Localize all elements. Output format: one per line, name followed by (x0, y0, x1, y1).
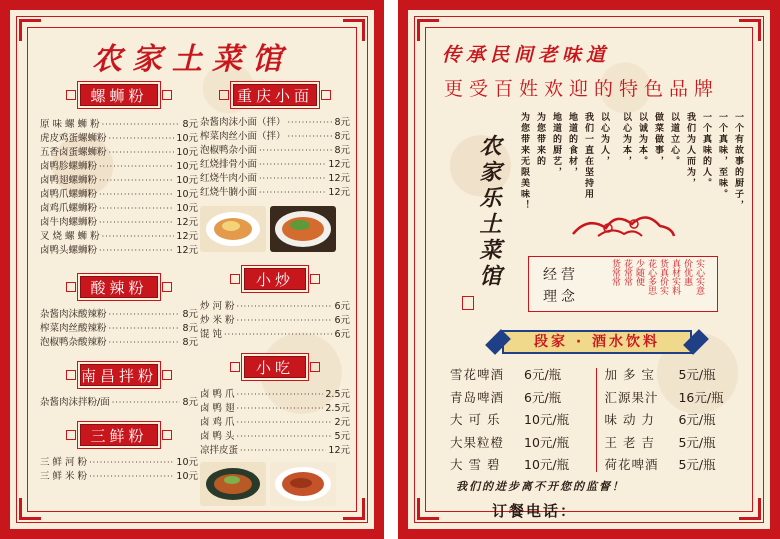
leader-dots (237, 314, 333, 328)
drink-name: 汇源果汁 (604, 389, 659, 405)
poem-line: 地道的食材， (567, 112, 577, 178)
menu-item (200, 186, 350, 200)
drink-name: 大 可 乐 (450, 412, 501, 427)
leader-dots (109, 132, 175, 146)
menu-item-name: 泡椒鸭杂小面 (200, 145, 258, 156)
menu-item-price: 8元 (182, 337, 198, 348)
menu-item-name: 炒 河 粉 (200, 301, 235, 312)
menu-item (40, 244, 198, 258)
poem-line: 一个真味，至味。 (717, 112, 727, 200)
section-title-luosifen: 螺蛳粉 (80, 84, 158, 106)
drink-price: 6元/瓶 (678, 412, 716, 427)
menu-item-name: 卤鸭胗螺蛳粉 (40, 161, 98, 172)
menu-item-name: 三 鲜 米 粉 (40, 471, 88, 482)
menu-item-price: 6元 (334, 301, 350, 312)
menu-item-price: 12元 (176, 217, 198, 228)
leader-dots (99, 160, 174, 174)
menu-list-xiaochao (200, 300, 350, 342)
drink-price: 16元/瓶 (678, 389, 724, 405)
drink-item (450, 387, 596, 410)
menu-item-price: 2.5元 (325, 403, 350, 414)
menu-item-name: 榨菜肉丝酸辣粉 (40, 323, 107, 334)
drink-item (604, 409, 750, 432)
menu-item-price: 12元 (328, 187, 350, 198)
poem-line: 以道立心。 (669, 112, 679, 167)
menu-item-name: 杂酱肉沫拌粉/面 (40, 397, 110, 408)
menu-item (200, 328, 350, 342)
slogan-feedback: 我们的进步离不开您的监督！ (456, 480, 625, 493)
menu-item (40, 202, 198, 216)
drink-price: 5元/瓶 (678, 367, 716, 382)
photo-row-snacks (200, 462, 350, 508)
section-title-chongqing: 重庆小面 (233, 84, 317, 106)
drinks-column-left (450, 364, 596, 477)
dish-photo-snack-2 (270, 462, 336, 506)
menu-item-name: 馄 饨 (200, 329, 223, 340)
menu-column-right (200, 84, 350, 508)
leader-dots (99, 188, 174, 202)
section-title-xiaochi: 小吃 (244, 356, 306, 378)
poem-line: 为您带来的 (535, 112, 545, 167)
paper-background (10, 10, 374, 529)
menu-list-nanchang (40, 396, 198, 410)
leader-dots (99, 216, 174, 230)
dish-photo-snack-1 (200, 462, 266, 506)
vertical-brand-name: 农家乐土菜馆 (476, 134, 502, 290)
menu-item (200, 416, 350, 430)
leader-dots (109, 336, 181, 350)
poem-line: 做菜做事， (653, 112, 663, 167)
menu-item (200, 116, 350, 130)
menu-item (40, 118, 198, 132)
leader-dots (109, 322, 181, 336)
drink-item (450, 364, 596, 387)
menu-item-name: 五香卤蛋螺蛳粉 (40, 147, 107, 158)
slogan-tradition: 传承民间老味道 (442, 44, 611, 66)
seal-stamp-icon (462, 296, 474, 310)
menu-item-price: 10元 (176, 457, 198, 468)
motto-line: 真材实料 (670, 259, 680, 295)
business-label-1: 经营 (543, 267, 579, 283)
menu-list-suanlafen (40, 308, 198, 350)
menu-item-name: 榨菜肉丝小面（拌） (200, 131, 286, 142)
leader-dots (237, 430, 333, 444)
leader-dots (109, 146, 175, 160)
drink-name: 大果粒橙 (450, 434, 505, 450)
drink-price: 10元/瓶 (524, 412, 570, 427)
menu-item (200, 444, 350, 458)
poem-line: 以心为本， (621, 112, 631, 167)
drink-name: 青岛啤酒 (450, 389, 505, 405)
corner-ornament-icon (417, 498, 439, 520)
leader-dots (288, 130, 333, 144)
menu-item-price: 8元 (334, 145, 350, 156)
menu-item (40, 456, 198, 470)
drinks-column-right (604, 364, 750, 477)
drink-name: 王 老 吉 (604, 434, 655, 450)
poem-line: 我们为人而为， (685, 112, 695, 189)
motto-line: 花常常 (622, 259, 632, 286)
drink-price: 5元/瓶 (678, 457, 716, 472)
menu-item-name: 红烧牛肉小面 (200, 173, 258, 184)
menu-item (40, 216, 198, 230)
menu-item-name: 卤鸭爪螺蛳粉 (40, 189, 98, 200)
menu-item-price: 10元 (176, 189, 198, 200)
leader-dots (259, 144, 332, 158)
menu-item-name: 卤鸡爪螺蛳粉 (40, 203, 98, 214)
motto-line: 货常常 (610, 259, 620, 286)
menu-item-name: 叉 烧 螺 蛳 粉 (40, 231, 100, 242)
section-title-suanlafen: 酸辣粉 (80, 276, 158, 298)
menu-list-luosifen (40, 118, 198, 258)
leader-dots (109, 308, 181, 322)
menu-item (40, 132, 198, 146)
leader-dots (99, 174, 174, 188)
menu-item-price: 8元 (182, 309, 198, 320)
menu-item (200, 158, 350, 172)
leader-dots (237, 388, 324, 402)
menu-item-name: 卤 鸭 头 (200, 431, 235, 442)
menu-item (40, 174, 198, 188)
leader-dots (259, 172, 326, 186)
menu-item-price: 8元 (334, 131, 350, 142)
leader-dots (89, 470, 174, 484)
menu-item-name: 卤鸭翅螺蛳粉 (40, 175, 98, 186)
menu-item-name: 卤 鸭 爪 (200, 389, 235, 400)
menu-item-price: 10元 (176, 147, 198, 158)
drink-item (604, 432, 750, 455)
menu-item (40, 146, 198, 160)
menu-item-price: 10元 (176, 471, 198, 482)
drink-item (604, 387, 750, 410)
poem-line: 以心为人， (599, 112, 609, 167)
menu-item-name: 原 味 螺 蛳 粉 (40, 119, 100, 130)
menu-item-price: 10元 (176, 175, 198, 186)
drinks-table (450, 364, 750, 477)
motto-line: 货真价实 (658, 259, 668, 295)
leader-dots (102, 118, 181, 132)
corner-ornament-icon (739, 498, 761, 520)
menu-list-chongqing (200, 116, 350, 200)
menu-item-price: 2.5元 (325, 389, 350, 400)
leader-dots (288, 116, 333, 130)
drinks-divider (596, 368, 597, 472)
corner-ornament-icon (19, 498, 41, 520)
menu-item-price: 12元 (328, 173, 350, 184)
menu-item-price: 6元 (334, 329, 350, 340)
menu-item (40, 160, 198, 174)
business-label-2: 理念 (543, 289, 579, 305)
menu-item-price: 8元 (182, 397, 198, 408)
menu-item-name: 杂酱肉沫小面（拌） (200, 117, 286, 128)
section-title-sanxian: 三鲜粉 (80, 424, 158, 446)
menu-item (200, 172, 350, 186)
drink-name: 雪花啤酒 (450, 367, 505, 382)
corner-ornament-icon (417, 19, 439, 41)
paper-background (408, 10, 770, 529)
drink-name: 荷花啤酒 (604, 457, 659, 472)
menu-item (40, 308, 198, 322)
menu-item (200, 430, 350, 444)
menu-item-name: 卤鸭头螺蛳粉 (40, 245, 98, 256)
menu-item-name: 凉拌皮蛋 (200, 445, 239, 456)
menu-item-price: 6元 (334, 315, 350, 326)
leader-dots (102, 230, 175, 244)
menu-item (200, 314, 350, 328)
motto-line: 价优惠 (682, 259, 692, 286)
leader-dots (259, 186, 326, 200)
menu-item-name: 卤 鸡 爪 (200, 417, 235, 428)
menu-item-name: 虎皮鸡蛋螺蛳粉 (40, 133, 107, 144)
dish-photo-noodles-2 (270, 206, 336, 252)
drink-name: 味 动 力 (604, 412, 655, 427)
menu-column-left (40, 84, 198, 484)
menu-list-xiaochi (200, 388, 350, 458)
menu-item (40, 396, 198, 410)
menu-page-right (398, 0, 780, 539)
leader-dots (237, 402, 324, 416)
leader-dots (237, 416, 333, 430)
leader-dots (112, 396, 181, 410)
menu-item (40, 336, 198, 350)
menu-item-name: 杂酱肉沫酸辣粉 (40, 309, 107, 320)
corner-ornament-icon (739, 19, 761, 41)
order-phone-label: 订餐电话： (492, 502, 578, 520)
menu-item-name: 红烧排骨小面 (200, 159, 258, 170)
menu-item-price: 2元 (334, 417, 350, 428)
drink-price: 10元/瓶 (524, 457, 570, 472)
poem-line: 以诚为本。 (637, 112, 647, 167)
menu-item-price: 12元 (328, 159, 350, 170)
menu-item (200, 402, 350, 416)
section-title-nanchang: 南昌拌粉 (80, 364, 158, 386)
menu-item-price: 12元 (328, 445, 350, 456)
restaurant-title: 农家土菜馆 (92, 42, 292, 77)
drink-name: 加 多 宝 (604, 367, 655, 382)
leader-dots (224, 328, 332, 342)
auspicious-cloud-icon (568, 206, 678, 246)
menu-item (40, 470, 198, 484)
menu-item-price: 10元 (176, 203, 198, 214)
business-philosophy-box (528, 256, 718, 312)
menu-item-name: 三 鲜 河 粉 (40, 457, 88, 468)
drink-price: 10元/瓶 (524, 434, 570, 450)
photo-row-noodles (200, 206, 350, 254)
menu-item (200, 144, 350, 158)
drink-price: 6元/瓶 (524, 367, 562, 382)
poem-line: 为您带来无限美味！ (519, 112, 529, 211)
drinks-section-title: 段家 · 酒水饮料 (502, 330, 692, 354)
menu-item-price: 10元 (176, 133, 198, 144)
poem-line: 我们一直在坚持用 (583, 112, 593, 200)
section-title-xiaochao: 小炒 (244, 268, 306, 290)
menu-item-price: 8元 (182, 323, 198, 334)
menu-item (40, 188, 198, 202)
drink-item (450, 454, 596, 477)
menu-item-name: 泡椒鸭杂酸辣粉 (40, 337, 107, 348)
menu-item (200, 130, 350, 144)
motto-line: 花心多思 (646, 259, 656, 295)
menu-item-name: 炒 米 粉 (200, 315, 235, 326)
drink-price: 5元/瓶 (678, 434, 716, 450)
leader-dots (99, 244, 174, 258)
menu-item-price: 5元 (334, 431, 350, 442)
menu-list-sanxian (40, 456, 198, 484)
menu-item (40, 322, 198, 336)
menu-item-name: 卤牛肉螺蛳粉 (40, 217, 98, 228)
leader-dots (99, 202, 174, 216)
leader-dots (240, 444, 326, 458)
drink-price: 6元/瓶 (524, 389, 562, 405)
menu-item-price: 12元 (176, 245, 198, 256)
menu-item-price: 8元 (182, 119, 198, 130)
drink-item (604, 364, 750, 387)
poem-line: 地道的厨艺， (551, 112, 561, 178)
drink-name: 大 雪 碧 (450, 457, 501, 472)
dish-photo-noodles-1 (200, 206, 266, 252)
leader-dots (89, 456, 174, 470)
menu-item-name: 卤 鸭 翅 (200, 403, 235, 414)
menu-item-price: 10元 (176, 161, 198, 172)
poem-line: 一个有故事的厨子， (733, 112, 743, 211)
drink-item (604, 454, 750, 477)
drink-item (450, 432, 596, 455)
leader-dots (259, 158, 326, 172)
menu-item (200, 300, 350, 314)
menu-item (40, 230, 198, 244)
drink-item (450, 409, 596, 432)
motto-line: 实心实意 (694, 259, 704, 295)
menu-item-name: 红烧牛腩小面 (200, 187, 258, 198)
menu-item-price: 8元 (334, 117, 350, 128)
leader-dots (237, 300, 333, 314)
menu-item (200, 388, 350, 402)
menu-item-price: 12元 (176, 231, 198, 242)
business-motto (609, 259, 704, 311)
motto-line: 少随便 (634, 259, 644, 286)
menu-page-left (0, 0, 384, 539)
slogan-brand: 更受百姓欢迎的特色品牌 (444, 78, 720, 100)
poem-line: 一个真味的人。 (701, 112, 711, 189)
